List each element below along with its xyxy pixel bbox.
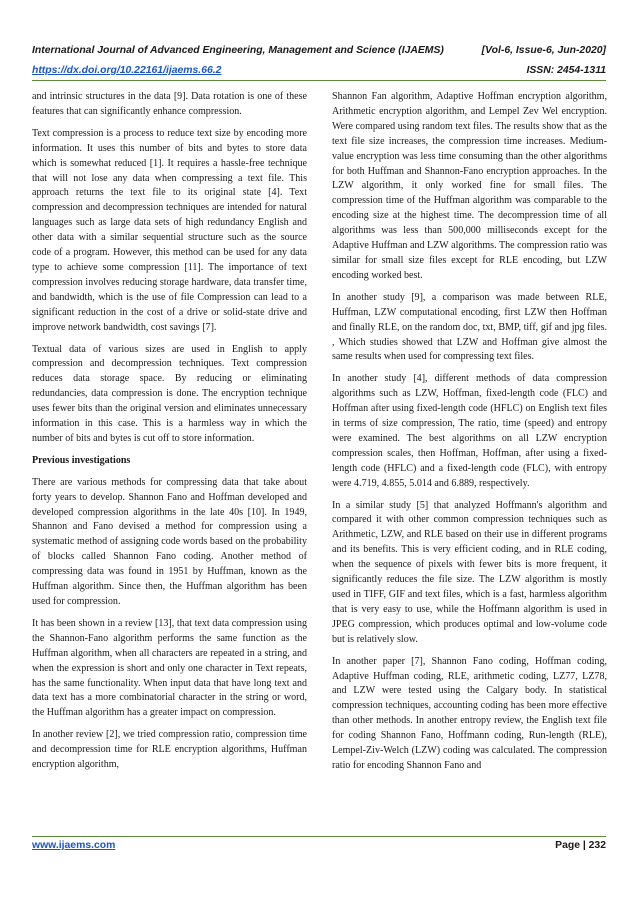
doi-link[interactable]: https://dx.doi.org/10.22161/ijaems.66.2	[32, 65, 222, 76]
left-column	[32, 90, 307, 780]
paragraph: In another study [9], a comparison was made between RLE, Huffman, LZW computational encoding, first LZW then Hoffman and finally RLE, on the random doc, txt, BMP, tiff, gif and jpg files. , Which studies showed that LZW and Hoffman give almost the same results when used for compressing text files.	[332, 291, 607, 363]
paragraph: There are various methods for compressing data that take about forty years to develop. Shannon Fano and Hoffman developed and developed compression algorithms in the late 40s [10]. In 1949, Shannon and Fano devised a method for compression using a systematic method of assigning code words based on the probability of blocks called Shannon Fano coding. Another method of compressing data was found in 1951 by Huffman, known as the Huffman algorithm. Since then, the Huffman algorithm has been used for compression.	[32, 476, 307, 607]
paragraph: Shannon Fan algorithm, Adaptive Hoffman encryption algorithm, Arithmetic encryption algorithm, and Lempel Zev Wel encryption. Were compared using random text files. The results show that as the text file size increases, the compression time increases. Medium-value encryption was less time consuming than the other algorithms for both Huffman and Shannon-Fano encryption approaches. In the LZW algorithm, it only worked fine for small files. The compression time of the Huffman algorithm was comparable to the encoding size at the highest time. The decompression time of all algorithms was less than 500,000 milliseconds except for the Adaptive Huffman and LZW algorithms. The compression ratio was similar for small size files except for RLE encoding, but LZW encoding worked best.	[332, 91, 607, 281]
section-heading: Previous investigations	[32, 454, 131, 466]
header-divider	[32, 80, 606, 81]
page-footer	[32, 840, 606, 851]
paragraph: Textual data of various sizes are used in English to apply compression and decompression techniques. Text compression reduces data storage space. By reducing or eliminating redundancies, data compression is done. The encryption technique uses fewer bits than the original version and eliminates unnecessary information in this case. This is a harmless way in which the number of bits and bytes is cut off to store information.	[32, 343, 307, 444]
page-number: Page | 232	[555, 840, 606, 851]
paragraph: In a similar study [5] that analyzed Hoffmann's algorithm and compared it with other common compression techniques such as Arithmetic, LZW, and RLE based on their use in different programs and its benefits. This is very efficient coding, and in RLE coding, when the sequence of pixels with fewer bits is more frequent, it significantly reduces the file size. The LZW algorithm is mostly used in TIFF, GIF and text files, which is a fast, harmless algorithm that is very easy to use, while the Hoffmann algorithm is used in JPEG compression, which produces optimal and low-volume code but is relatively slow.	[332, 499, 607, 645]
website-link[interactable]: www.ijaems.com	[32, 840, 116, 851]
footer-divider	[32, 836, 606, 837]
volume-info: [Vol-6, Issue-6, Jun-2020]	[481, 45, 606, 56]
paragraph: In another review [2], we tried compression ratio, compression time and decompression time for RLE encryption algorithms, Huffman encryption algorithm,	[32, 729, 307, 771]
paragraph: In another study [4], different methods of data compression algorithms such as LZW, Hoffman, fixed-length code (FLC) and Hoffman after using fixed-length code (HFLC) on English text files in terms of size compression, The ratio, time (speed) and entropy were examined. The best algorithms on all LZW encryption compression scales, then Hoffman, Hoffman, after using a fixed-length code (HFLC) and a fixed-length code (FLC), with entropy were 4.719, 4.855, 5.014 and 6.889, respectively.	[332, 373, 607, 489]
paragraph: and intrinsic structures in the data [9]. Data rotation is one of these features that can significantly enhance compression.	[32, 91, 307, 117]
journal-title: International Journal of Advanced Engineering, Management and Science (IJAEMS)	[32, 45, 444, 56]
issn: ISSN: 2454-1311	[526, 65, 606, 76]
paragraph: It has been shown in a review [13], that text data compression using the Shannon-Fano algorithm performs the same function as the Huffman algorithm, when all characters are repeated in a string, and when the expression is short and only one character in Text repeats, has the same functionality. When input data that have long text and data text has a more combinatorial character in the string or word, the Huffman algorithm has a greater impact on compression.	[32, 617, 307, 719]
page-header	[32, 44, 606, 82]
paragraph: Text compression is a process to reduce text size by encoding more information. It uses this number of bits and bytes to store data which is somewhat reduced [1]. It requires a hassle-free technique that will not lose any data when compressing a text file. This approach returns the text file to its original state [4]. Text compression and decompression techniques are intended for natural languages such as large data sets of high redundancy English and other data with a similar sequential structure such as the source code of a program. However, this method can be used for any data type to achieve some compression [11]. The importance of text compression involves reducing storage hardware, data transfer time, and bandwidth, which is the use of file Compression can lead to a significant reduction in the cost of a drive or solid-state drive and improve network bandwidth, cost savings [7].	[32, 127, 307, 333]
right-column	[332, 90, 607, 781]
paragraph: In another paper [7], Shannon Fano coding, Hoffman coding, Adaptive Huffman coding, RLE, arithmetic coding, LZ77, LZ78, and LZW were tested using the Calgary body. In statistical compression techniques, accounting coding has been more effective than other methods. In another entropy review, the English text file for coding Shannon Fano, Hoffmann coding, Run-length (RLE), Lempel-Ziv-Welch (LZW) coding was calculated. The compression ratio for encoding Shannon Fano and	[332, 655, 607, 771]
